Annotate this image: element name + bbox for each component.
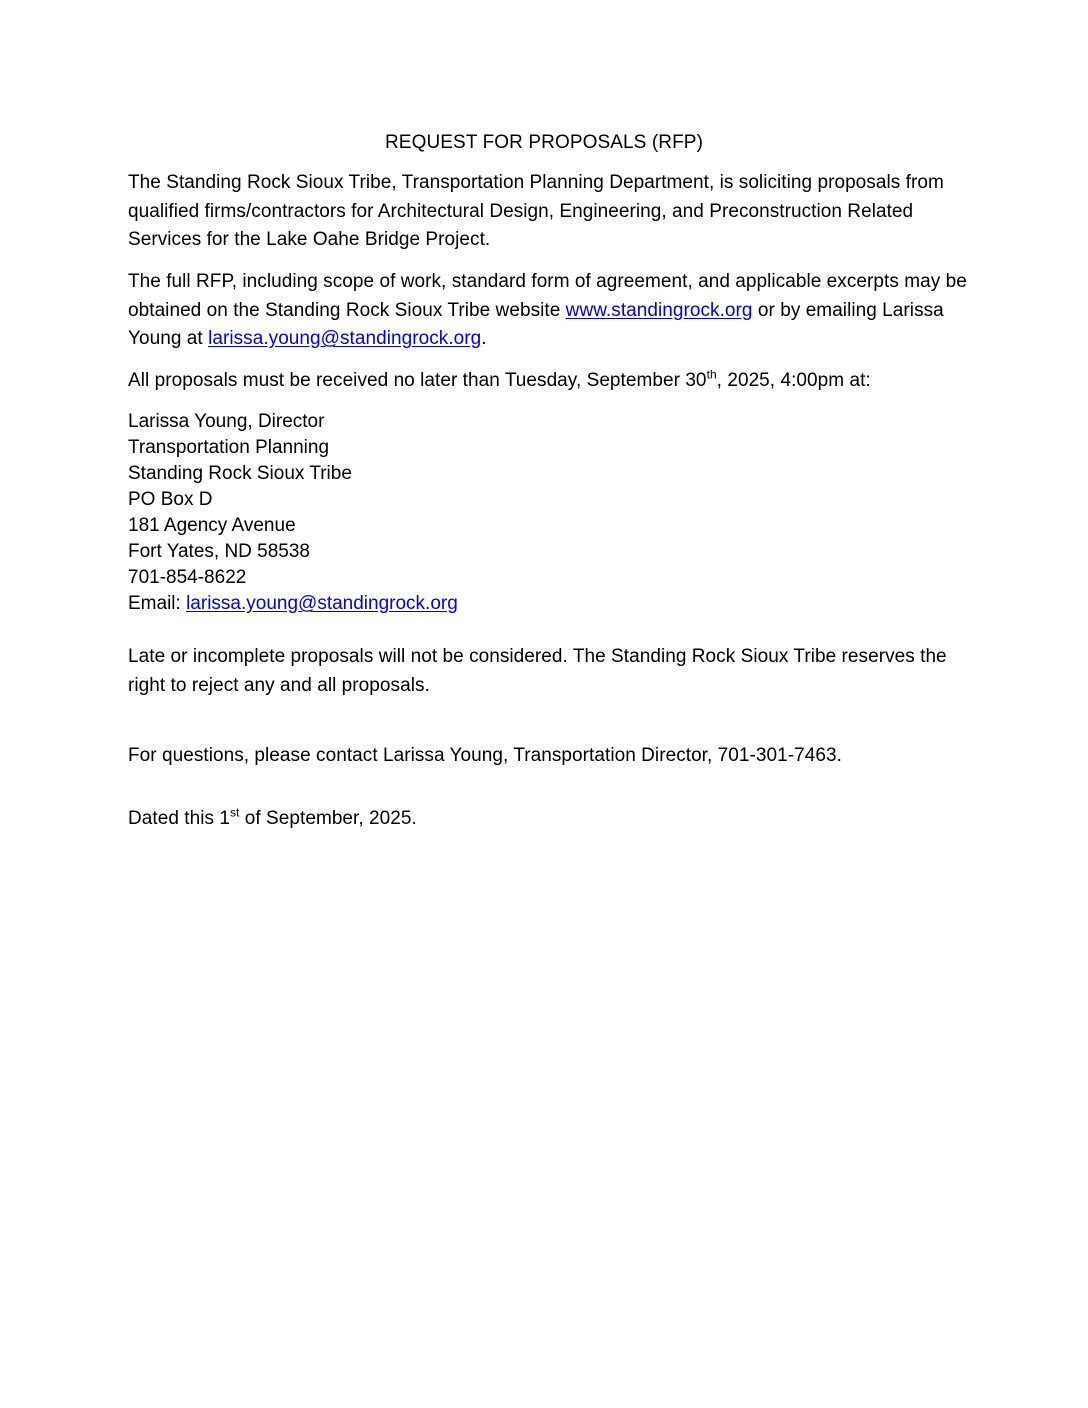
address-street: 181 Agency Avenue xyxy=(128,515,296,536)
rfp-availability-text-start: The full RFP, including scope of work, standard form of agreement, and applicable excerpts may be obtained on the Standing Rock Sioux Tribe website xyxy=(128,271,967,321)
dated-text-end: of September, 2025. xyxy=(239,808,417,829)
dated-superscript: st xyxy=(230,805,240,820)
email-link[interactable]: larissa.young@standingrock.org xyxy=(208,328,482,349)
address-name: Larissa Young, Director xyxy=(128,411,325,432)
address-po-box: PO Box D xyxy=(128,489,213,510)
late-proposals-paragraph: Late or incomplete proposals will not be considered. The Standing Rock Sioux Tribe reserves the right to reject any and all proposals. xyxy=(128,646,947,696)
rfp-availability-text-end: . xyxy=(481,328,487,349)
address-city-state-zip: Fort Yates, ND 58538 xyxy=(128,541,311,562)
deadline-paragraph xyxy=(128,367,968,396)
address-phone: 701-854-8622 xyxy=(128,567,247,588)
rfp-availability-text-middle: or by emailing Larissa Young at xyxy=(128,299,944,349)
address-email-link[interactable]: larissa.young@standingrock.org xyxy=(186,593,458,614)
address-organization: Standing Rock Sioux Tribe xyxy=(128,463,352,484)
address-block xyxy=(128,409,458,617)
address-department: Transportation Planning xyxy=(128,437,330,458)
deadline-text-end: , 2025, 4:00pm at: xyxy=(716,370,871,391)
website-link[interactable]: www.standingrock.org xyxy=(565,299,753,321)
deadline-superscript: th xyxy=(706,367,717,382)
address-email-line xyxy=(128,591,458,617)
deadline-text-start: All proposals must be received no later than Tuesday, September 30 xyxy=(128,370,707,391)
address-email-label: Email: xyxy=(128,593,187,614)
document-title: REQUEST FOR PROPOSALS (RFP) xyxy=(384,132,703,153)
dated-paragraph xyxy=(128,805,968,834)
rfp-availability-paragraph xyxy=(128,268,968,354)
questions-paragraph: For questions, please contact Larissa Young, Transportation Director, 701-301-7463. xyxy=(128,745,842,766)
intro-paragraph: The Standing Rock Sioux Tribe, Transportation Planning Department, is soliciting proposals from qualified firms/contractors for Architectural Design, Engineering, and Preconstruction Related Services for the Lake Oahe Bridge Project. xyxy=(128,172,944,250)
dated-text-start: Dated this 1 xyxy=(128,808,230,829)
